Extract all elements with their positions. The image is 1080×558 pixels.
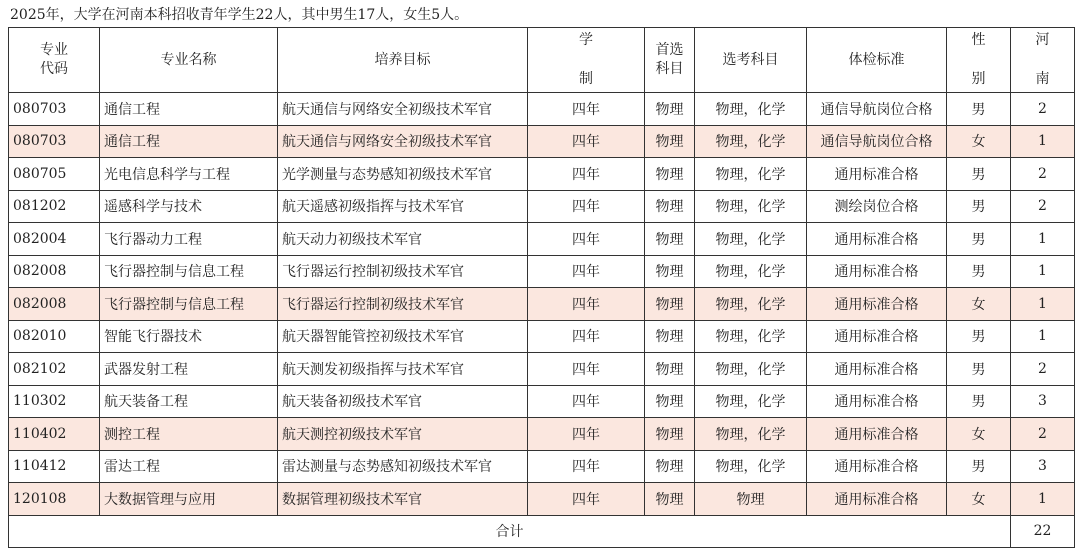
cell-training-goal: 航天测控初级技术军官 xyxy=(278,418,528,451)
cell-major-name: 通信工程 xyxy=(100,93,278,126)
cell-major-name: 武器发射工程 xyxy=(100,353,278,386)
cell-physical: 通信导航岗位合格 xyxy=(807,93,947,126)
cell-code: 081202 xyxy=(9,190,100,223)
cell-first-subject: 物理 xyxy=(645,223,695,256)
cell-code: 080703 xyxy=(9,125,100,158)
cell-major-name: 航天装备工程 xyxy=(100,385,278,418)
table-row xyxy=(9,450,1075,483)
cell-gender: 女 xyxy=(947,418,1011,451)
cell-first-subject: 物理 xyxy=(645,320,695,353)
cell-gender: 男 xyxy=(947,158,1011,191)
cell-physical: 测绘岗位合格 xyxy=(807,190,947,223)
cell-first-subject: 物理 xyxy=(645,418,695,451)
header-years: 学 制 xyxy=(528,28,645,93)
table-row xyxy=(9,223,1075,256)
cell-code: 110402 xyxy=(9,418,100,451)
cell-major-name: 飞行器控制与信息工程 xyxy=(100,288,278,321)
cell-first-subject: 物理 xyxy=(645,125,695,158)
cell-gender: 男 xyxy=(947,93,1011,126)
cell-count: 3 xyxy=(1011,450,1075,483)
cell-training-goal: 飞行器运行控制初级技术军官 xyxy=(278,255,528,288)
cell-training-goal: 航天遥感初级指挥与技术军官 xyxy=(278,190,528,223)
cell-first-subject: 物理 xyxy=(645,353,695,386)
cell-years: 四年 xyxy=(528,255,645,288)
header-physical: 体检标准 xyxy=(807,28,947,93)
cell-years: 四年 xyxy=(528,483,645,516)
cell-physical: 通信导航岗位合格 xyxy=(807,125,947,158)
total-label: 合计 xyxy=(9,515,1011,548)
cell-training-goal: 航天通信与网络安全初级技术军官 xyxy=(278,93,528,126)
cell-elective: 物理，化学 xyxy=(695,288,807,321)
cell-physical: 通用标准合格 xyxy=(807,223,947,256)
cell-years: 四年 xyxy=(528,158,645,191)
cell-code: 080703 xyxy=(9,93,100,126)
cell-physical: 通用标准合格 xyxy=(807,483,947,516)
cell-major-name: 遥感科学与技术 xyxy=(100,190,278,223)
cell-years: 四年 xyxy=(528,288,645,321)
cell-physical: 通用标准合格 xyxy=(807,450,947,483)
cell-first-subject: 物理 xyxy=(645,158,695,191)
cell-years: 四年 xyxy=(528,418,645,451)
cell-elective: 物理，化学 xyxy=(695,93,807,126)
header-gender: 性 别 xyxy=(947,28,1011,93)
cell-gender: 女 xyxy=(947,483,1011,516)
cell-gender: 女 xyxy=(947,125,1011,158)
cell-elective: 物理，化学 xyxy=(695,320,807,353)
cell-years: 四年 xyxy=(528,385,645,418)
table-row xyxy=(9,320,1075,353)
cell-gender: 男 xyxy=(947,353,1011,386)
cell-code: 082008 xyxy=(9,288,100,321)
cell-first-subject: 物理 xyxy=(645,93,695,126)
cell-count: 2 xyxy=(1011,190,1075,223)
cell-physical: 通用标准合格 xyxy=(807,353,947,386)
cell-elective: 物理，化学 xyxy=(695,255,807,288)
cell-code: 082102 xyxy=(9,353,100,386)
table-row xyxy=(9,93,1075,126)
cell-physical: 通用标准合格 xyxy=(807,158,947,191)
cell-major-name: 飞行器动力工程 xyxy=(100,223,278,256)
header-first-subject: 首选 科目 xyxy=(645,28,695,93)
cell-elective: 物理，化学 xyxy=(695,353,807,386)
cell-count: 1 xyxy=(1011,288,1075,321)
cell-code: 082010 xyxy=(9,320,100,353)
total-row xyxy=(9,515,1075,548)
table-row xyxy=(9,288,1075,321)
cell-code: 080705 xyxy=(9,158,100,191)
cell-gender: 男 xyxy=(947,223,1011,256)
cell-physical: 通用标准合格 xyxy=(807,418,947,451)
table-row xyxy=(9,125,1075,158)
table-row xyxy=(9,158,1075,191)
cell-years: 四年 xyxy=(528,223,645,256)
cell-code: 120108 xyxy=(9,483,100,516)
cell-training-goal: 飞行器运行控制初级技术军官 xyxy=(278,288,528,321)
cell-gender: 男 xyxy=(947,450,1011,483)
cell-gender: 男 xyxy=(947,385,1011,418)
cell-code: 110412 xyxy=(9,450,100,483)
table-row xyxy=(9,353,1075,386)
cell-training-goal: 航天测发初级指挥与技术军官 xyxy=(278,353,528,386)
cell-training-goal: 航天动力初级技术军官 xyxy=(278,223,528,256)
cell-count: 2 xyxy=(1011,418,1075,451)
cell-major-name: 测控工程 xyxy=(100,418,278,451)
cell-count: 2 xyxy=(1011,158,1075,191)
cell-physical: 通用标准合格 xyxy=(807,385,947,418)
cell-count: 1 xyxy=(1011,125,1075,158)
admission-table xyxy=(8,27,1075,548)
header-code: 专业 代码 xyxy=(9,28,100,93)
cell-first-subject: 物理 xyxy=(645,255,695,288)
header-elective: 选考科目 xyxy=(695,28,807,93)
cell-count: 1 xyxy=(1011,483,1075,516)
cell-first-subject: 物理 xyxy=(645,190,695,223)
table-header-row xyxy=(9,28,1075,93)
cell-major-name: 光电信息科学与工程 xyxy=(100,158,278,191)
cell-first-subject: 物理 xyxy=(645,288,695,321)
cell-major-name: 雷达工程 xyxy=(100,450,278,483)
cell-physical: 通用标准合格 xyxy=(807,288,947,321)
cell-gender: 女 xyxy=(947,288,1011,321)
cell-years: 四年 xyxy=(528,450,645,483)
cell-elective: 物理，化学 xyxy=(695,158,807,191)
header-name: 专业名称 xyxy=(100,28,278,93)
cell-count: 1 xyxy=(1011,223,1075,256)
cell-code: 082004 xyxy=(9,223,100,256)
cell-training-goal: 雷达测量与态势感知初级技术军官 xyxy=(278,450,528,483)
cell-training-goal: 航天装备初级技术军官 xyxy=(278,385,528,418)
cell-count: 1 xyxy=(1011,320,1075,353)
cell-elective: 物理，化学 xyxy=(695,385,807,418)
cell-major-name: 飞行器控制与信息工程 xyxy=(100,255,278,288)
cell-elective: 物理 xyxy=(695,483,807,516)
cell-training-goal: 航天器智能管控初级技术军官 xyxy=(278,320,528,353)
cell-code: 082008 xyxy=(9,255,100,288)
cell-count: 3 xyxy=(1011,385,1075,418)
cell-elective: 物理，化学 xyxy=(695,125,807,158)
table-row xyxy=(9,190,1075,223)
cell-first-subject: 物理 xyxy=(645,450,695,483)
cell-years: 四年 xyxy=(528,190,645,223)
cell-code: 110302 xyxy=(9,385,100,418)
table-row xyxy=(9,418,1075,451)
header-henan: 河 南 xyxy=(1011,28,1075,93)
cell-major-name: 智能飞行器技术 xyxy=(100,320,278,353)
cell-gender: 男 xyxy=(947,190,1011,223)
cell-years: 四年 xyxy=(528,125,645,158)
cell-elective: 物理，化学 xyxy=(695,223,807,256)
table-row xyxy=(9,255,1075,288)
cell-physical: 通用标准合格 xyxy=(807,320,947,353)
caption-text: 2025年，大学在河南本科招收青年学生22人，其中男生17人，女生5人。 xyxy=(10,7,469,23)
cell-first-subject: 物理 xyxy=(645,483,695,516)
cell-gender: 男 xyxy=(947,255,1011,288)
total-count: 22 xyxy=(1011,515,1075,548)
header-goal: 培养目标 xyxy=(278,28,528,93)
cell-elective: 物理，化学 xyxy=(695,450,807,483)
table-row xyxy=(9,385,1075,418)
cell-first-subject: 物理 xyxy=(645,385,695,418)
cell-physical: 通用标准合格 xyxy=(807,255,947,288)
cell-count: 2 xyxy=(1011,93,1075,126)
cell-years: 四年 xyxy=(528,320,645,353)
cell-training-goal: 数据管理初级技术军官 xyxy=(278,483,528,516)
cell-years: 四年 xyxy=(528,93,645,126)
cell-gender: 男 xyxy=(947,320,1011,353)
cell-count: 2 xyxy=(1011,353,1075,386)
cell-major-name: 大数据管理与应用 xyxy=(100,483,278,516)
cell-major-name: 通信工程 xyxy=(100,125,278,158)
cell-count: 1 xyxy=(1011,255,1075,288)
table-row xyxy=(9,483,1075,516)
cell-elective: 物理，化学 xyxy=(695,418,807,451)
cell-training-goal: 航天通信与网络安全初级技术军官 xyxy=(278,125,528,158)
cell-elective: 物理，化学 xyxy=(695,190,807,223)
cell-training-goal: 光学测量与态势感知初级技术军官 xyxy=(278,158,528,191)
cell-years: 四年 xyxy=(528,353,645,386)
